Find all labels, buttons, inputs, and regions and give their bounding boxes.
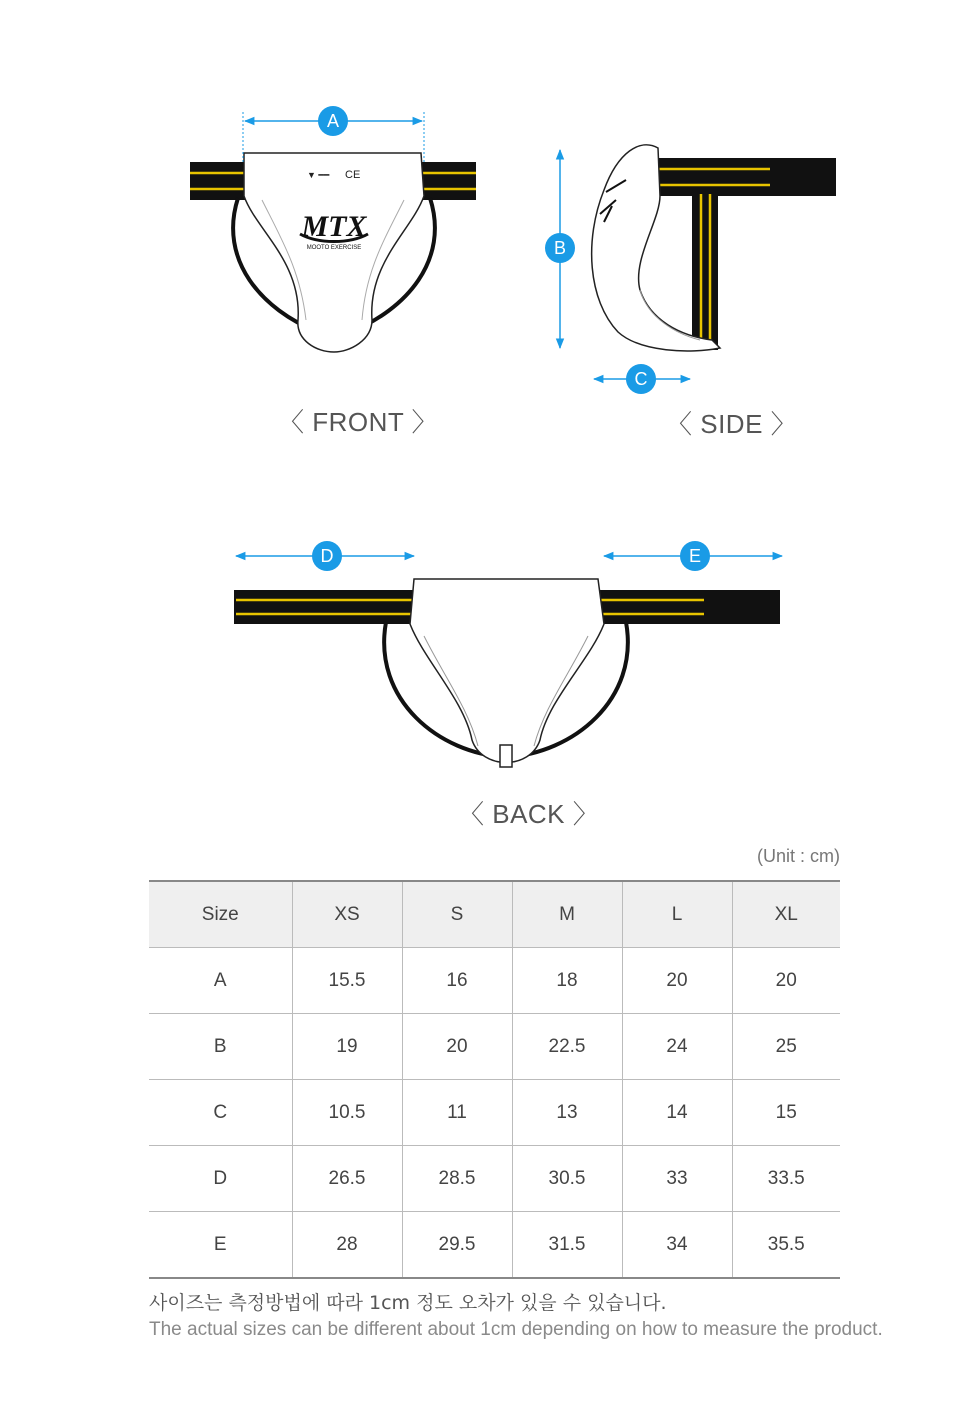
table-cell: 19 [292, 1014, 402, 1080]
table-cell: 20 [732, 948, 840, 1014]
row-label: A [149, 948, 292, 1014]
row-label: B [149, 1014, 292, 1080]
table-cell: 25 [732, 1014, 840, 1080]
table-cell: 14 [622, 1080, 732, 1146]
table-row [149, 948, 840, 1014]
note-korean: 사이즈는 측정방법에 따라 1cm 정도 오차가 있을 수 있습니다. [149, 1292, 667, 1314]
table-cell: 28.5 [402, 1146, 512, 1212]
table-cell: 15 [732, 1080, 840, 1146]
header-l: L [622, 881, 732, 948]
svg-text:C: C [634, 369, 648, 389]
front-view [190, 106, 476, 352]
brand-name: MTX [301, 210, 367, 243]
table-cell: 33.5 [732, 1146, 840, 1212]
note-english: The actual sizes can be different about 1cm depending on how to measure the product. [149, 1319, 883, 1340]
table-cell: 20 [622, 948, 732, 1014]
size-chart-table [149, 880, 840, 1279]
brand-subtitle: MOOTO EXERCISE [306, 245, 362, 251]
table-cell: 28 [292, 1212, 402, 1279]
svg-text:E: E [688, 546, 702, 566]
front-right-strap [418, 162, 476, 200]
row-label: C [149, 1080, 292, 1146]
table-row [149, 1080, 840, 1146]
table-cell: 33 [622, 1146, 732, 1212]
table-cell: 20 [402, 1014, 512, 1080]
table-cell: 29.5 [402, 1212, 512, 1279]
header-xs: XS [292, 881, 402, 948]
back-left-strap [234, 590, 418, 624]
unit-label: (Unit : cm) [757, 846, 840, 866]
table-cell: 30.5 [512, 1146, 622, 1212]
ce-mark: CE [345, 169, 361, 181]
table-cell: 15.5 [292, 948, 402, 1014]
front-cup [244, 153, 424, 352]
header-s: S [402, 881, 512, 948]
table-cell: 11 [402, 1080, 512, 1146]
table-cell: 24 [622, 1014, 732, 1080]
back-right-strap [598, 590, 780, 624]
svg-text:▼ ━━: ▼ ━━ [307, 170, 330, 180]
table-header-row [149, 881, 840, 948]
table-cell: 10.5 [292, 1080, 402, 1146]
side-leg-strap [692, 194, 718, 350]
back-buckle [500, 745, 512, 767]
svg-text:D: D [320, 546, 334, 566]
table-row [149, 1212, 840, 1279]
table-cell: 26.5 [292, 1146, 402, 1212]
table-row [149, 1014, 840, 1080]
header-m: M [512, 881, 622, 948]
back-view [234, 541, 782, 767]
side-waist-strap [654, 158, 836, 196]
row-label: E [149, 1212, 292, 1279]
header-size: Size [149, 881, 292, 948]
table-row [149, 1146, 840, 1212]
front-caption: 〈 FRONT 〉 [278, 407, 439, 437]
front-left-strap [190, 162, 250, 200]
table-cell: 31.5 [512, 1212, 622, 1279]
table-cell: 22.5 [512, 1014, 622, 1080]
side-caption: 〈 SIDE 〉 [666, 409, 798, 439]
table-cell: 34 [622, 1212, 732, 1279]
svg-text:B: B [553, 238, 567, 258]
table-cell: 16 [402, 948, 512, 1014]
table-cell: 18 [512, 948, 622, 1014]
back-caption: 〈 BACK 〉 [458, 799, 600, 829]
table-cell: 35.5 [732, 1212, 840, 1279]
svg-text:A: A [326, 111, 340, 131]
row-label: D [149, 1146, 292, 1212]
header-xl: XL [732, 881, 840, 948]
table-cell: 13 [512, 1080, 622, 1146]
side-view [545, 145, 836, 394]
